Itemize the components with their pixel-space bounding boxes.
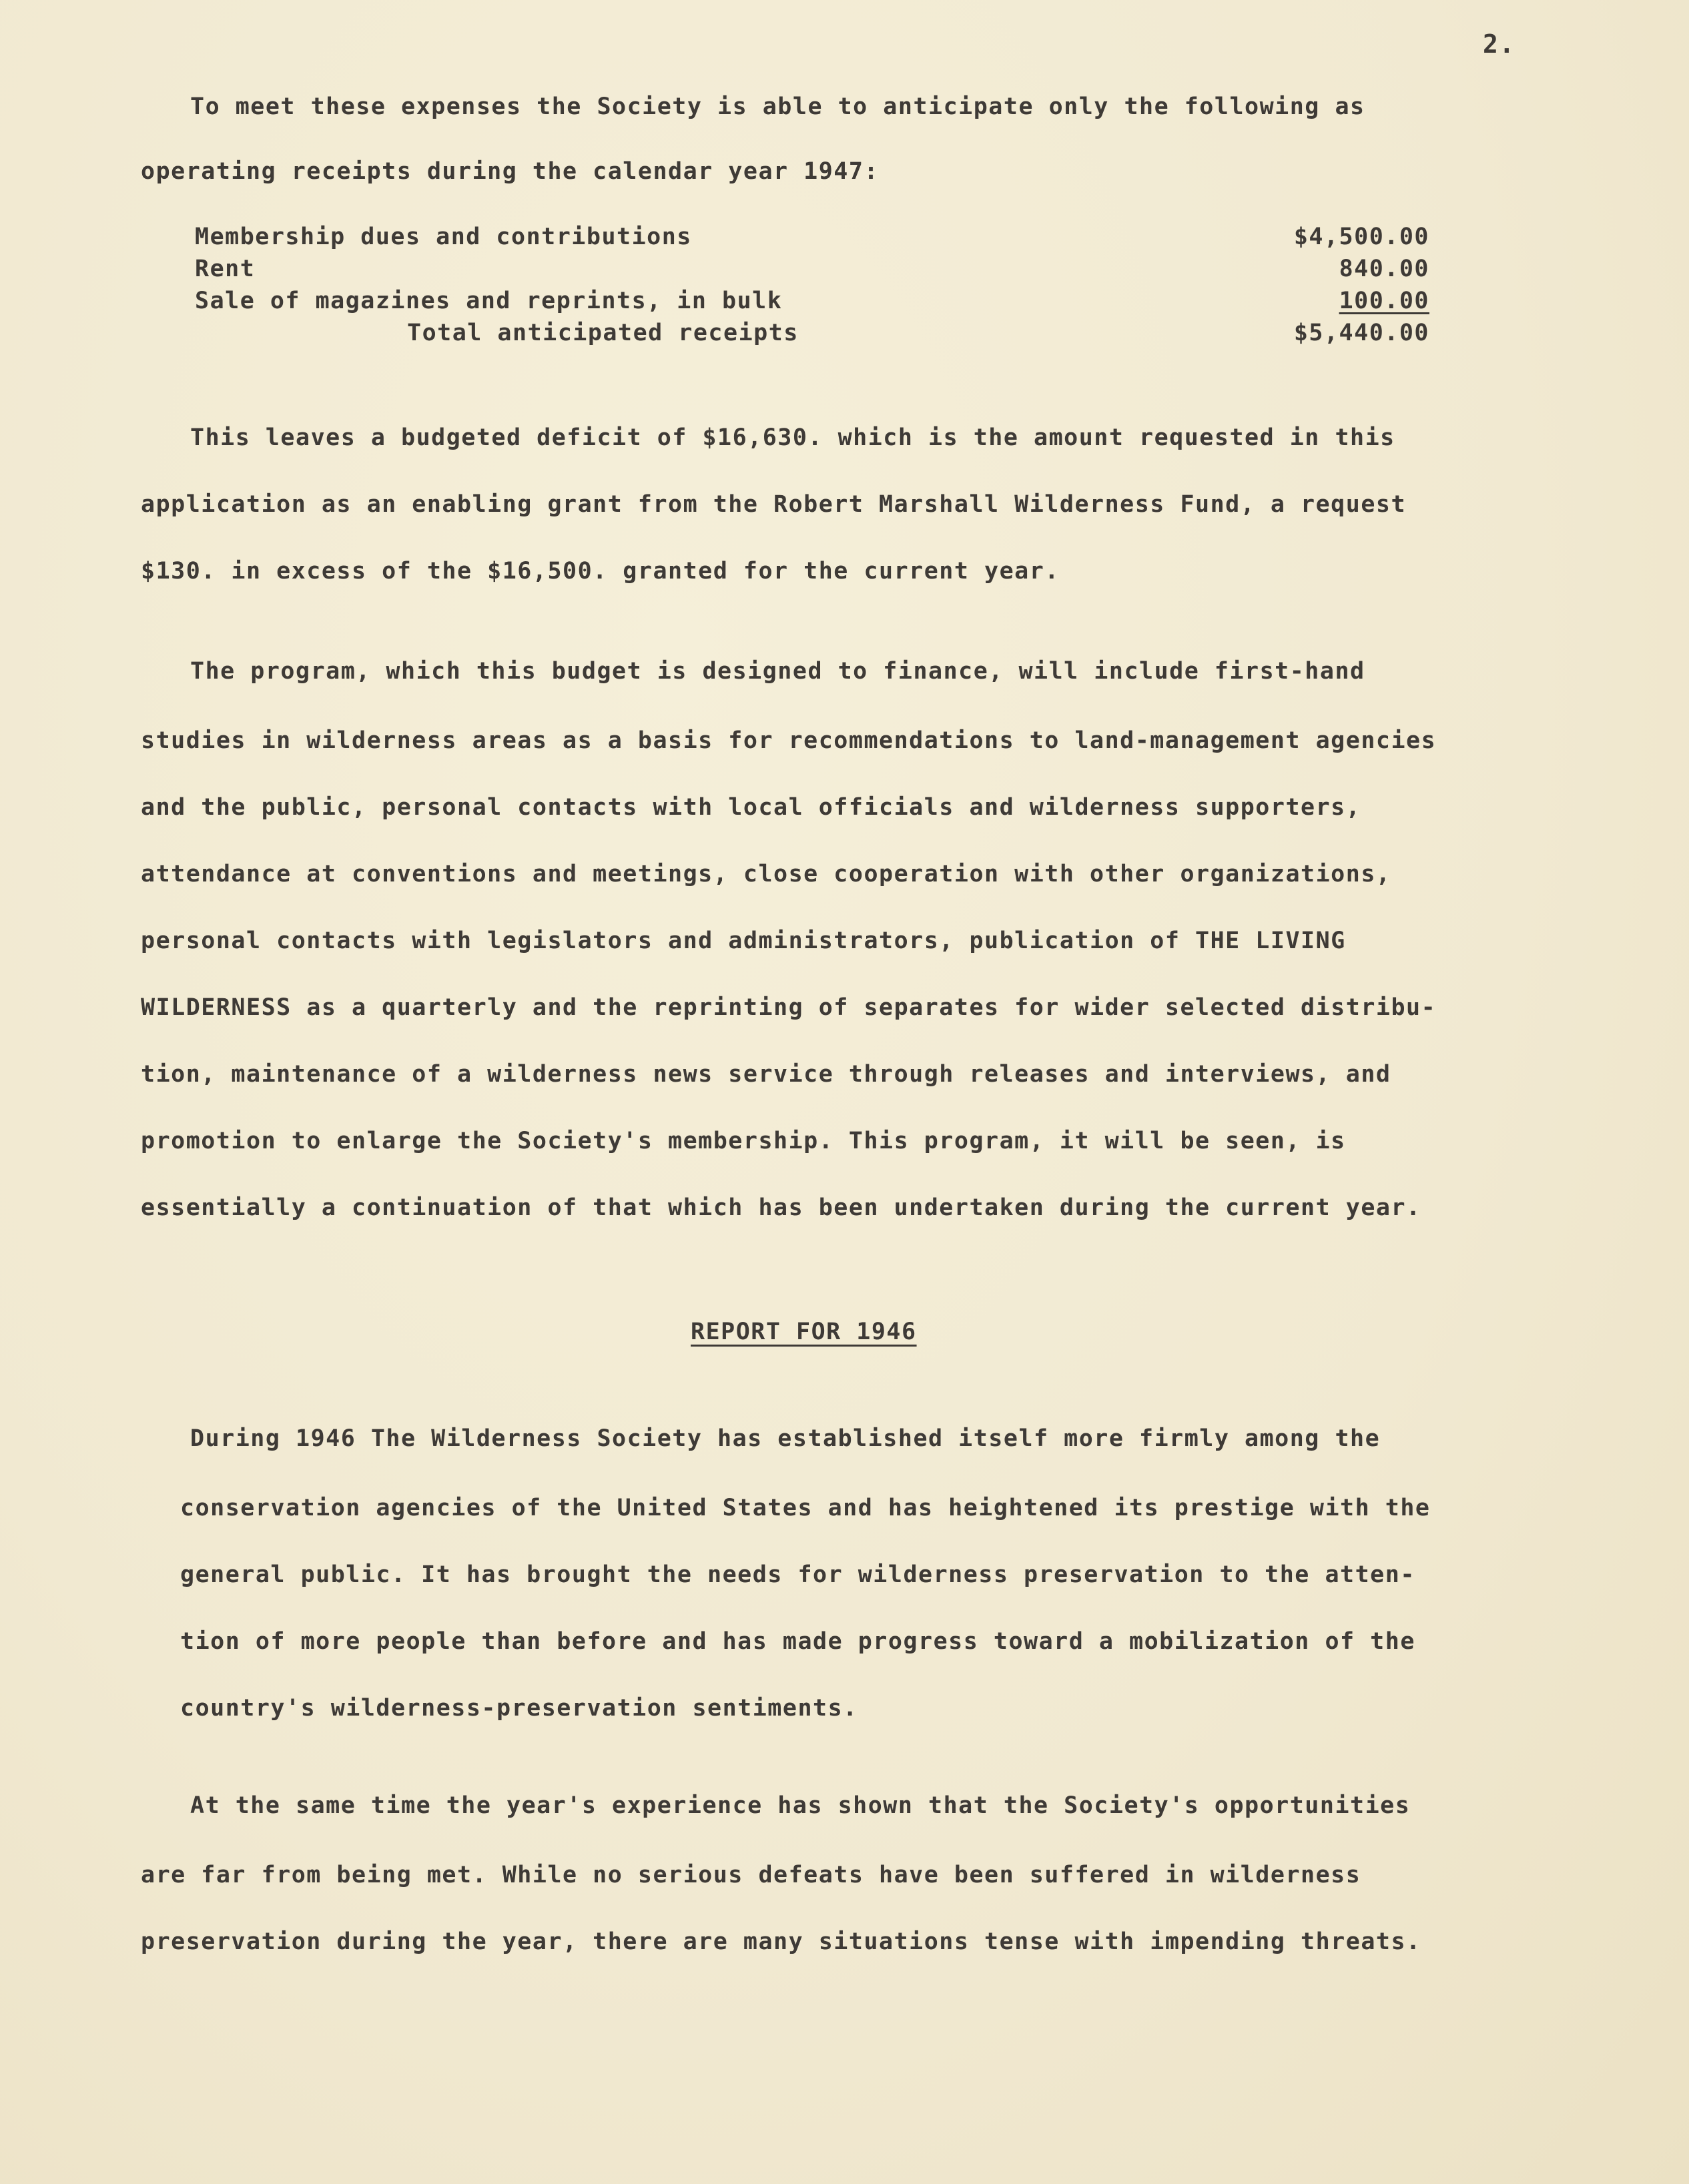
receipt-label: Membership dues and contributions — [195, 224, 692, 250]
deficit-line-1: This leaves a budgeted deficit of $16,630. which is the amount requested in this — [190, 424, 1395, 451]
report-p1-line-4: tion of more people than before and has made progress toward a mobilization of the — [180, 1628, 1415, 1655]
receipt-label: Rent — [195, 256, 256, 282]
receipt-row — [195, 256, 1429, 288]
program-line-8: promotion to enlarge the Society's membership. This program, it will be seen, is — [141, 1128, 1346, 1154]
intro-line-1: To meet these expenses the Society is able to anticipate only the following as — [190, 93, 1365, 120]
report-p1-line-2: conservation agencies of the United States and has heightened its prestige with the — [180, 1495, 1431, 1521]
receipt-label: Sale of magazines and reprints, in bulk — [195, 288, 783, 314]
intro-line-2: operating receipts during the calendar year 1947: — [141, 158, 880, 185]
program-line-5: personal contacts with legislators and administrators, publication of THE LIVING — [141, 928, 1346, 954]
report-p1-line-1: During 1946 The Wilderness Society has established itself more firmly among the — [190, 1425, 1381, 1452]
receipt-row — [195, 224, 1429, 256]
page-number: 2. — [1483, 29, 1515, 59]
program-line-4: attendance at conventions and meetings, close cooperation with other organizations, — [141, 861, 1391, 887]
program-line-1: The program, which this budget is designed to finance, will include first-hand — [190, 658, 1365, 685]
report-p2-line-1: At the same time the year's experience has shown that the Society's opportunities — [190, 1792, 1411, 1819]
program-line-6: WILDERNESS as a quarterly and the reprinting of separates for wider selected distribu- — [141, 994, 1437, 1021]
report-p2-line-3: preservation during the year, there are many situations tense with impending threats. — [141, 1928, 1421, 1955]
report-heading: REPORT FOR 1946 — [691, 1319, 917, 1345]
receipt-amount: $4,500.00 — [1293, 224, 1429, 250]
receipt-total-label: Total anticipated receipts — [407, 320, 799, 346]
receipt-amount: 100.00 — [1339, 288, 1429, 314]
report-p1-line-5: country's wilderness-preservation sentiments. — [180, 1695, 858, 1722]
receipts-table — [195, 224, 1429, 352]
deficit-line-3: $130. in excess of the $16,500. granted for the current year. — [141, 558, 1060, 585]
receipt-amount: 840.00 — [1339, 256, 1429, 282]
program-line-9: essentially a continuation of that which has been undertaken during the current year. — [141, 1194, 1421, 1221]
program-line-7: tion, maintenance of a wilderness news service through releases and interviews, and — [141, 1061, 1391, 1088]
report-p2-line-2: are far from being met. While no serious defeats have been suffered in wilderness — [141, 1862, 1361, 1888]
program-line-3: and the public, personal contacts with local officials and wilderness supporters, — [141, 794, 1361, 821]
deficit-line-2: application as an enabling grant from the Robert Marshall Wilderness Fund, a request — [141, 491, 1407, 518]
program-line-2: studies in wilderness areas as a basis for recommendations to land-management agencies — [141, 727, 1437, 754]
receipt-total-row — [195, 320, 1429, 352]
receipt-row — [195, 288, 1429, 320]
report-p1-line-3: general public. It has brought the needs for wilderness preservation to the atten- — [180, 1561, 1415, 1588]
receipt-total-amount: $5,440.00 — [1293, 320, 1429, 346]
